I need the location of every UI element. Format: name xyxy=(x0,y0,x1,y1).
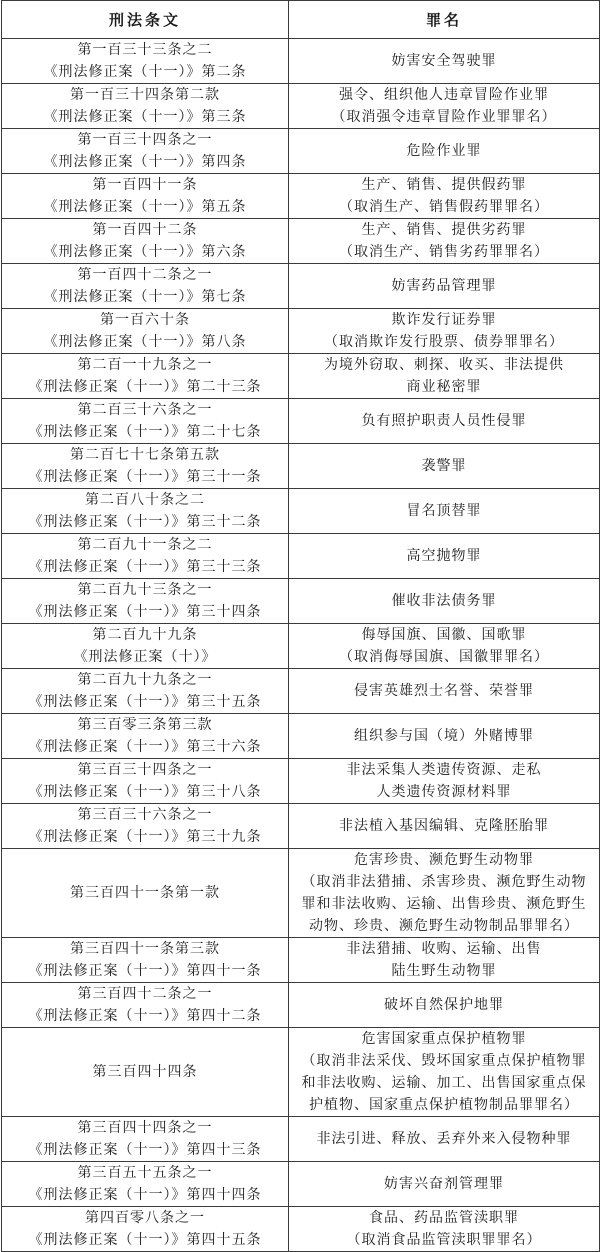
crime-cell xyxy=(289,534,600,579)
article-line: 《刑法修正案（十一）》第三十八条 xyxy=(28,784,262,800)
article-line: 第一百四十二条 xyxy=(92,222,198,238)
crime-line: 为境外窃取、刺探、收买、非法提供 xyxy=(324,357,564,373)
crime-line: （取消非法猎捕、杀害珍贵、濒危野生动物 xyxy=(301,874,587,890)
article-cell xyxy=(2,489,289,534)
crime-line: 妨害药品管理罪 xyxy=(391,278,497,294)
crime-cell xyxy=(289,849,600,938)
article-line: 第二百七十七条第五款 xyxy=(70,447,220,463)
article-line: 第一百四十二条之一 xyxy=(77,267,213,283)
crime-line: 动物、珍贵、濒危野生动物制品罪罪名） xyxy=(309,918,579,934)
article-line: 《刑法修正案（十一）》第四十五条 xyxy=(28,1232,262,1248)
crime-line: 妨害安全驾驶罪 xyxy=(391,53,497,69)
header-crime: 罪名 xyxy=(289,1,600,39)
article-line: 第三百四十一条第三款 xyxy=(70,941,220,957)
article-line: 《刑法修正案（十一）》第三十四条 xyxy=(28,604,262,620)
crime-cell xyxy=(289,804,600,849)
article-line: 《刑法修正案（十一）》第三条 xyxy=(43,109,247,125)
crime-line: 强令、组织他人违章冒险作业罪 xyxy=(339,87,549,103)
article-line: 第二百一十九条之一 xyxy=(77,357,213,373)
article-line: 《刑法修正案（十一）》第三十二条 xyxy=(28,514,262,530)
article-line: 《刑法修正案（十一）》第四十一条 xyxy=(28,963,262,979)
article-line: 《刑法修正案（十一）》第八条 xyxy=(43,334,247,350)
crime-line: 非法引进、释放、丢弃外来入侵物种罪 xyxy=(316,1131,572,1147)
crime-line: 冒名顶替罪 xyxy=(406,503,482,519)
crime-cell xyxy=(289,354,600,399)
article-line: 第三百四十二条之一 xyxy=(77,986,213,1002)
article-line: 第二百九十九条之一 xyxy=(77,672,213,688)
table-row xyxy=(2,354,600,399)
article-line: 《刑法修正案（十一）》第五条 xyxy=(43,199,247,215)
article-line: 《刑法修正案（十一）》第二十三条 xyxy=(28,379,262,395)
crime-line: （取消强令违章冒险作业罪罪名） xyxy=(331,109,557,125)
crime-cell xyxy=(289,219,600,264)
crime-cell xyxy=(289,489,600,534)
article-line: 《刑法修正案（十一）》第三十一条 xyxy=(28,469,262,485)
article-cell xyxy=(2,714,289,759)
crime-line: 危害珍贵、濒危野生动物罪 xyxy=(354,852,534,868)
crime-line: 欺诈发行证券罪 xyxy=(391,312,497,328)
table-row xyxy=(2,714,600,759)
table-row xyxy=(2,39,600,84)
crime-line: 护植物、国家重点保护植物制品罪罪名） xyxy=(309,1097,579,1113)
crime-line: 人类遗传资源材料罪 xyxy=(376,784,512,800)
table-body xyxy=(2,39,600,1252)
article-line: 第二百三十六条之一 xyxy=(77,402,213,418)
table-row xyxy=(2,84,600,129)
crime-line: 催收非法债务罪 xyxy=(391,593,497,609)
crime-cell xyxy=(289,1207,600,1252)
crime-cell xyxy=(289,669,600,714)
crime-line: （取消生产、销售假药罪罪名） xyxy=(339,199,549,215)
article-line: 第一百三十三条之二 xyxy=(77,42,213,58)
crime-line: 商业秘密罪 xyxy=(406,379,482,395)
article-line: 第二百九十三条之一 xyxy=(77,582,213,598)
table-row xyxy=(2,579,600,624)
article-line: 《刑法修正案（十一）》第三十九条 xyxy=(28,829,262,845)
crime-line: 和非法收购、运输、加工、出售国家重点保 xyxy=(301,1075,587,1091)
article-line: 第三百四十四条之一 xyxy=(77,1120,213,1136)
article-line: 《刑法修正案（十一）》第三十五条 xyxy=(28,694,262,710)
table-row xyxy=(2,849,600,938)
crime-line: 非法采集人类遗传资源、走私 xyxy=(346,762,542,778)
article-line: 第一百三十四条之一 xyxy=(77,132,213,148)
article-cell xyxy=(2,1028,289,1117)
table-row xyxy=(2,399,600,444)
article-line: 第一百六十条 xyxy=(100,312,190,328)
table-row xyxy=(2,1162,600,1207)
article-line: 第三百三十四条之一 xyxy=(77,762,213,778)
article-line: 第二百九十九条 xyxy=(92,627,198,643)
crime-line: 破坏自然保护地罪 xyxy=(384,997,504,1013)
table-row xyxy=(2,129,600,174)
crime-line: 陆生野生动物罪 xyxy=(391,963,497,979)
article-line: 第三百三十六条之一 xyxy=(77,807,213,823)
crime-line: 组织参与国（境）外赌博罪 xyxy=(354,728,534,744)
crime-line: 罪和非法收购、运输、出售珍贵、濒危野生 xyxy=(301,896,587,912)
crime-cell xyxy=(289,444,600,489)
crime-cell xyxy=(289,1162,600,1207)
table-header-row xyxy=(2,1,600,39)
article-line: 《刑法修正案（十）》 xyxy=(73,649,217,665)
article-line: 第三百五十五条之一 xyxy=(77,1165,213,1181)
article-line: 第四百零八条之一 xyxy=(85,1210,205,1226)
article-cell xyxy=(2,938,289,983)
article-cell xyxy=(2,534,289,579)
crime-cell xyxy=(289,1028,600,1117)
crime-line: 危害国家重点保护植物罪 xyxy=(361,1031,527,1047)
table-row xyxy=(2,219,600,264)
article-cell xyxy=(2,624,289,669)
crime-table xyxy=(1,0,600,1252)
article-line: 第三百零三条第三款 xyxy=(77,717,213,733)
crime-line: 非法植入基因编辑、克隆胚胎罪 xyxy=(339,818,549,834)
table-row xyxy=(2,669,600,714)
table-row xyxy=(2,1207,600,1252)
crime-line: 非法猎捕、收购、运输、出售 xyxy=(346,941,542,957)
crime-cell xyxy=(289,714,600,759)
article-cell xyxy=(2,1117,289,1162)
crime-line: （取消食品监管渎职罪罪名） xyxy=(346,1232,542,1248)
crime-line: 食品、药品监管渎职罪 xyxy=(369,1210,519,1226)
crime-line: 侵害英雄烈士名誉、荣誉罪 xyxy=(354,683,534,699)
article-cell xyxy=(2,264,289,309)
table-row xyxy=(2,624,600,669)
crime-cell xyxy=(289,309,600,354)
table-row xyxy=(2,938,600,983)
article-cell xyxy=(2,579,289,624)
article-line: 《刑法修正案（十一）》第三十三条 xyxy=(28,559,262,575)
article-line: 第一百三十四条第二款 xyxy=(70,87,220,103)
crime-cell xyxy=(289,399,600,444)
article-cell xyxy=(2,759,289,804)
crime-cell xyxy=(289,983,600,1028)
crime-cell xyxy=(289,579,600,624)
table-row xyxy=(2,983,600,1028)
crime-cell xyxy=(289,129,600,174)
crime-cell xyxy=(289,174,600,219)
table-row xyxy=(2,309,600,354)
crime-cell xyxy=(289,84,600,129)
crime-cell xyxy=(289,624,600,669)
crime-line: 生产、销售、提供假药罪 xyxy=(361,177,527,193)
article-line: 《刑法修正案（十一）》第七条 xyxy=(43,289,247,305)
article-line: 第三百四十四条 xyxy=(92,1064,198,1080)
article-cell xyxy=(2,399,289,444)
crime-cell xyxy=(289,759,600,804)
article-cell xyxy=(2,983,289,1028)
article-line: 《刑法修正案（十一）》第六条 xyxy=(43,244,247,260)
header-article: 刑法条文 xyxy=(2,1,289,39)
article-line: 第二百八十条之二 xyxy=(85,492,205,508)
table-row xyxy=(2,264,600,309)
crime-cell xyxy=(289,1117,600,1162)
article-line: 《刑法修正案（十一）》第四十二条 xyxy=(28,1008,262,1024)
crime-line: 负有照护职责人员性侵罪 xyxy=(361,413,527,429)
article-cell xyxy=(2,84,289,129)
article-cell xyxy=(2,849,289,938)
crime-line: 妨害兴奋剂管理罪 xyxy=(384,1176,504,1192)
article-cell xyxy=(2,354,289,399)
article-cell xyxy=(2,309,289,354)
crime-line: 侮辱国旗、国徽、国歌罪 xyxy=(361,627,527,643)
crime-line: 高空抛物罪 xyxy=(406,548,482,564)
table-row xyxy=(2,174,600,219)
crime-line: （取消生产、销售劣药罪罪名） xyxy=(339,244,549,260)
article-line: 《刑法修正案（十一）》第二十七条 xyxy=(28,424,262,440)
article-line: 《刑法修正案（十一）》第二条 xyxy=(43,64,247,80)
table-row xyxy=(2,534,600,579)
article-line: 第二百九十一条之二 xyxy=(77,537,213,553)
article-line: 《刑法修正案（十一）》第三十六条 xyxy=(28,739,262,755)
crime-line: （取消欺诈发行股票、债券罪罪名） xyxy=(324,334,564,350)
crime-line: （取消侮辱国旗、国徽罪罪名） xyxy=(339,649,549,665)
article-cell xyxy=(2,39,289,84)
crime-line: 危险作业罪 xyxy=(406,143,482,159)
article-line: 《刑法修正案（十一）》第四十三条 xyxy=(28,1142,262,1158)
crime-line: 袭警罪 xyxy=(421,458,467,474)
table-row xyxy=(2,489,600,534)
table-row xyxy=(2,444,600,489)
article-cell xyxy=(2,1162,289,1207)
article-cell xyxy=(2,129,289,174)
crime-cell xyxy=(289,264,600,309)
article-cell xyxy=(2,444,289,489)
table-row xyxy=(2,759,600,804)
crime-line: （取消非法采伐、毁坏国家重点保护植物罪 xyxy=(301,1053,587,1069)
article-cell xyxy=(2,174,289,219)
article-line: 《刑法修正案（十一）》第四十四条 xyxy=(28,1187,262,1203)
article-cell xyxy=(2,219,289,264)
article-cell xyxy=(2,1207,289,1252)
article-cell xyxy=(2,804,289,849)
table-row xyxy=(2,1028,600,1117)
article-line: 第一百四十一条 xyxy=(92,177,198,193)
article-cell xyxy=(2,669,289,714)
crime-cell xyxy=(289,938,600,983)
table-row xyxy=(2,1117,600,1162)
article-line: 第三百四十一条第一款 xyxy=(70,885,220,901)
crime-cell xyxy=(289,39,600,84)
crime-line: 生产、销售、提供劣药罪 xyxy=(361,222,527,238)
table-row xyxy=(2,804,600,849)
article-line: 《刑法修正案（十一）》第四条 xyxy=(43,154,247,170)
